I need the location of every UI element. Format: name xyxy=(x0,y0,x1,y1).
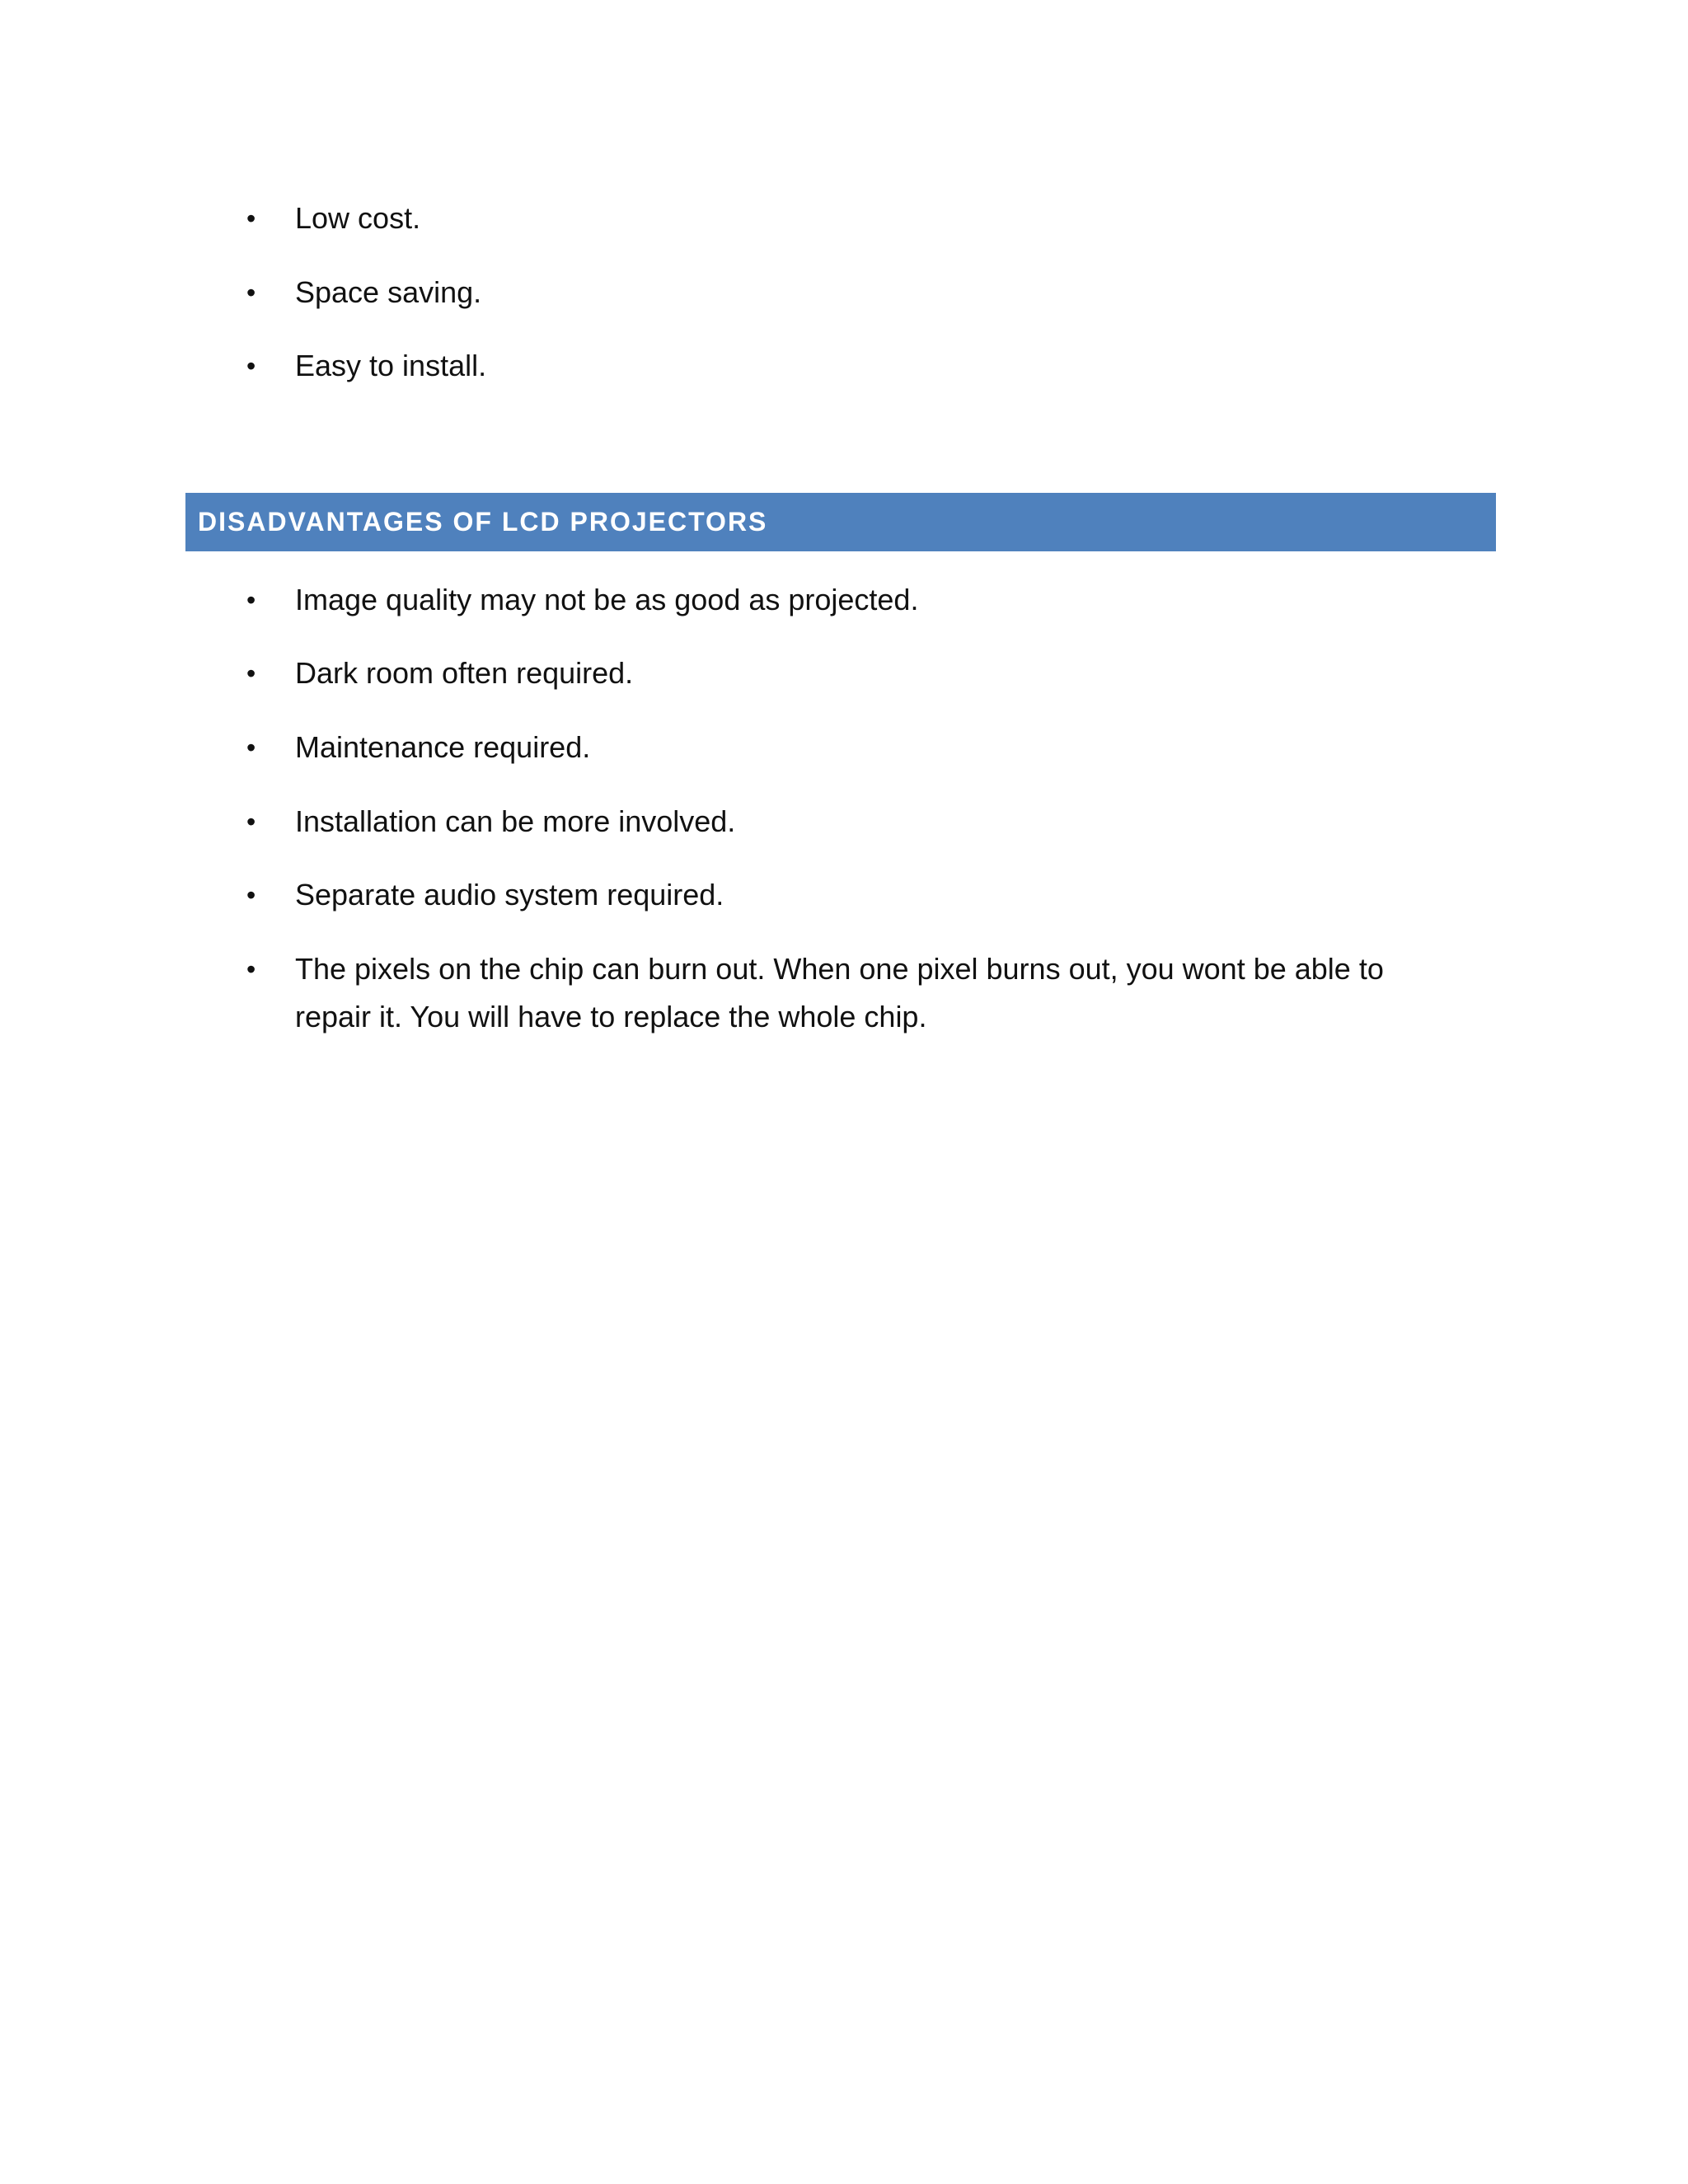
list-item-text: Easy to install. xyxy=(295,349,487,382)
bullet-icon: • xyxy=(246,658,256,688)
list-item-text: The pixels on the chip can burn out. When one pixel burns out, you wont be able to repair it. You will have to replace the whole chip. xyxy=(295,952,1384,1033)
list-item-text: Dark room often required. xyxy=(295,656,634,690)
list-item-text: Maintenance required. xyxy=(295,730,591,764)
list-item-text: Separate audio system required. xyxy=(295,878,724,912)
list-item-text: Space saving. xyxy=(295,275,482,309)
bullet-icon: • xyxy=(246,880,256,910)
bullet-icon: • xyxy=(246,204,256,233)
section-heading-bar xyxy=(185,493,1496,551)
list-item-text: Installation can be more involved. xyxy=(295,804,736,838)
list-item-text: Image quality may not be as good as projected. xyxy=(295,583,919,616)
bullet-icon: • xyxy=(246,733,256,762)
bullet-icon: • xyxy=(246,807,256,837)
bullet-icon: • xyxy=(246,585,256,615)
section-heading: DISADVANTAGES OF LCD PROJECTORS xyxy=(198,507,768,537)
bullet-icon: • xyxy=(246,278,256,307)
list-item-text: Low cost. xyxy=(295,201,421,235)
bullet-icon: • xyxy=(246,351,256,381)
bullet-icon: • xyxy=(246,954,256,984)
